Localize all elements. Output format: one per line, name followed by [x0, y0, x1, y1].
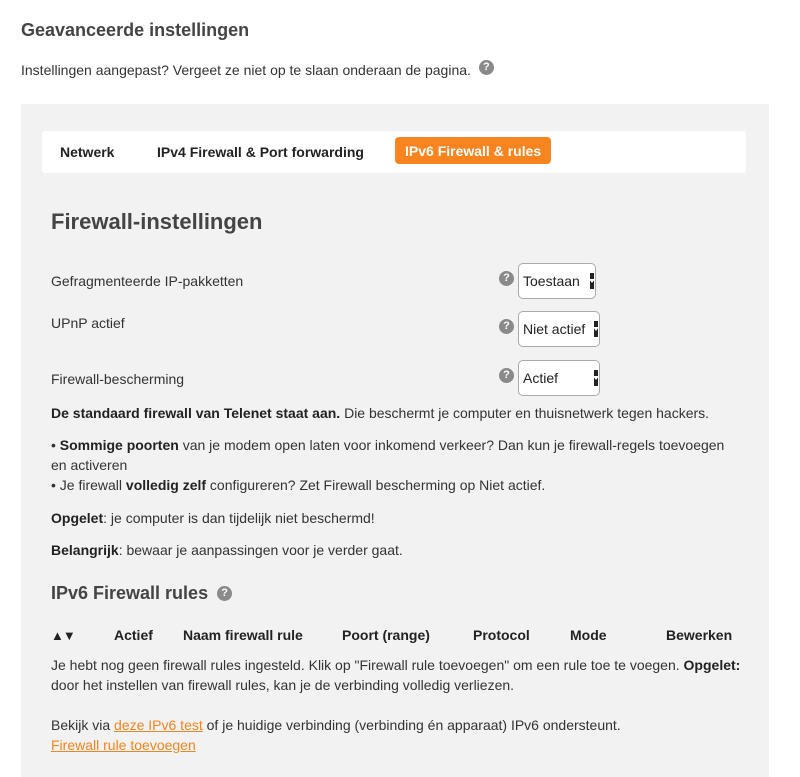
- important-bold: Belangrijk: [51, 542, 119, 558]
- important-text: [51, 540, 741, 560]
- setting-label-firewall: Firewall-bescherming: [51, 371, 185, 387]
- select-firewall[interactable]: [518, 360, 600, 396]
- tab-ipv4-firewall[interactable]: IPv4 Firewall & Port forwarding: [157, 144, 364, 160]
- ipv6-test-link[interactable]: deze IPv6 test: [114, 717, 203, 733]
- rules-title: [51, 583, 232, 604]
- empty-rules-message: [51, 655, 741, 695]
- warning-bold: Opgelet: [51, 510, 104, 526]
- column-header-protocol: Protocol: [473, 627, 530, 643]
- settings-panel: [21, 104, 769, 777]
- setting-label-upnp: UPnP actief: [51, 315, 125, 331]
- test-prefix: Bekijk via: [51, 717, 115, 733]
- bullet-text: van je modem open laten voor inkomend verkeer? Dan kun je firewall-regels toevoegen en activeren: [51, 437, 725, 473]
- firewall-info: [51, 403, 741, 423]
- firewall-bullets: [51, 435, 741, 495]
- select-value: Niet actief: [523, 321, 586, 337]
- info-text: Die beschermt je computer en thuisnetwerk tegen hackers.: [340, 405, 710, 421]
- tab-bar: [42, 131, 746, 173]
- subtitle-text: Instellingen aangepast? Vergeet ze niet op te slaan onderaan de pagina.: [21, 62, 471, 78]
- warning-text: [51, 508, 741, 528]
- empty-bold: Opgelet:: [683, 657, 741, 673]
- select-value: Toestaan: [523, 273, 580, 289]
- select-upnp[interactable]: [518, 311, 600, 347]
- rules-title-text: IPv6 Firewall rules: [51, 583, 209, 603]
- bullet-bold: Sommige poorten: [59, 437, 179, 453]
- ipv6-test-info: [51, 715, 741, 755]
- column-header-bewerken: Bewerken: [666, 627, 733, 643]
- dropdown-arrow-icon: [590, 273, 594, 289]
- tab-ipv6-firewall[interactable]: IPv6 Firewall & rules: [395, 137, 551, 164]
- tab-netwerk[interactable]: Netwerk: [60, 144, 115, 160]
- help-icon[interactable]: ?: [499, 319, 514, 334]
- bullet-prefix: • Je firewall: [51, 477, 126, 493]
- empty-text: Je hebt nog geen firewall rules ingesteld. Klik op "Firewall rule toevoegen" om een rule toe te voegen.: [51, 657, 684, 673]
- section-title: Firewall-instellingen: [51, 209, 263, 234]
- help-icon[interactable]: ?: [499, 271, 514, 286]
- sort-icon[interactable]: ▲▼: [51, 628, 75, 643]
- add-firewall-rule-link[interactable]: Firewall rule toevoegen: [51, 737, 196, 753]
- bullet-bold: volledig zelf: [125, 477, 207, 493]
- column-header-poort: Poort (range): [342, 627, 430, 643]
- select-fragmented[interactable]: [518, 263, 596, 299]
- warning-rest: : je computer is dan tijdelijk niet beschermd!: [103, 510, 375, 526]
- column-header-naam: Naam firewall rule: [183, 627, 303, 643]
- info-bold: De standaard firewall van Telenet staat aan.: [51, 405, 341, 421]
- dropdown-arrow-icon: [594, 321, 598, 337]
- help-icon[interactable]: ?: [217, 586, 232, 601]
- important-rest: : bewaar je aanpassingen voor je verder gaat.: [118, 542, 403, 558]
- empty-rest: door het instellen van firewall rules, kan je de verbinding volledig verliezen.: [51, 677, 515, 693]
- page-title: Geavanceerde instellingen: [21, 20, 250, 40]
- dropdown-arrow-icon: [594, 370, 598, 386]
- bullet-prefix: •: [51, 437, 60, 453]
- column-header-actief: Actief: [114, 627, 153, 643]
- setting-label-fragmented: Gefragmenteerde IP-pakketten: [51, 273, 244, 289]
- test-suffix: of je huidige verbinding (verbinding én apparaat) IPv6 ondersteunt.: [202, 717, 621, 733]
- bullet-text: configureren? Zet Firewall bescherming op Niet actief.: [206, 477, 546, 493]
- help-icon[interactable]: ?: [499, 368, 514, 383]
- page-subtitle: [21, 62, 494, 78]
- help-icon[interactable]: ?: [479, 60, 494, 75]
- column-header-mode: Mode: [570, 627, 607, 643]
- select-value: Actief: [523, 370, 559, 386]
